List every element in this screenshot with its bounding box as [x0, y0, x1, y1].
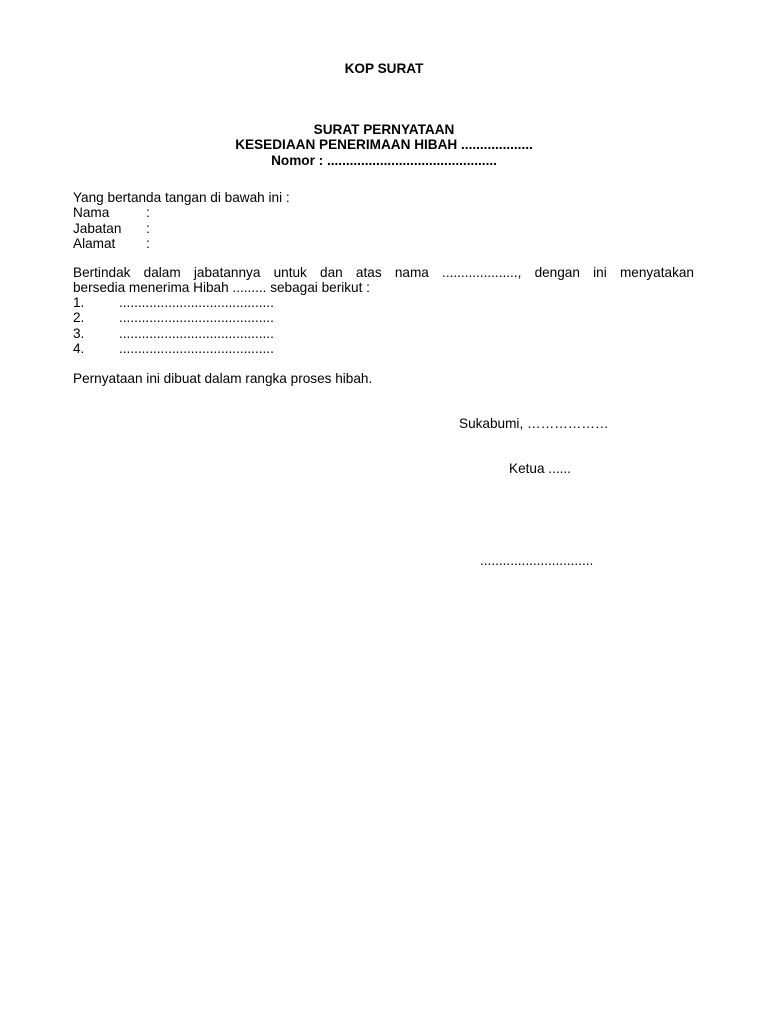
list-number: 4. [73, 341, 85, 357]
list-number: 1. [73, 295, 85, 310]
statement-line-1: Bertindak dalam jabatannya untuk dan atas nama ...................., dengan ini menyatakan [73, 265, 694, 280]
signer-identity-section [73, 190, 290, 252]
document-title: SURAT PERNYATAAN [313, 122, 455, 137]
list-text: ......................................... [119, 295, 274, 310]
list-text: ......................................... [119, 325, 274, 341]
field-label: Nama [73, 205, 110, 221]
signer-position: Ketua ...... [509, 461, 571, 476]
field-nama [73, 205, 290, 220]
intro-text: Yang bertanda tangan di bawah ini : [73, 190, 290, 205]
list-text: ......................................... [119, 310, 274, 326]
statement-paragraph [73, 265, 694, 296]
field-label: Jabatan [73, 220, 122, 236]
field-jabatan [73, 221, 290, 236]
list-number: 3. [73, 325, 85, 341]
document-subtitle: KESEDIAAN PENERIMAAN HIBAH ................... [235, 137, 533, 153]
list-text: ......................................... [119, 341, 274, 357]
field-colon: : [146, 220, 150, 236]
document-title-block [0, 122, 768, 168]
closing-statement: Pernyataan ini dibuat dalam rangka proses hibah. [73, 371, 373, 386]
statement-line-2: bersedia menerima Hibah ......... sebagai berikut : [73, 280, 370, 296]
place-date: Sukabumi, ……………… [459, 416, 609, 431]
field-label: Alamat [73, 236, 116, 252]
field-colon: : [146, 236, 150, 252]
field-alamat [73, 236, 290, 251]
document-number: Nomor : ............................................. [271, 152, 497, 168]
field-colon: : [146, 205, 150, 221]
list-number: 2. [73, 310, 85, 326]
signer-name-line: .............................. [480, 553, 594, 568]
letterhead-placeholder: KOP SURAT [344, 61, 424, 76]
